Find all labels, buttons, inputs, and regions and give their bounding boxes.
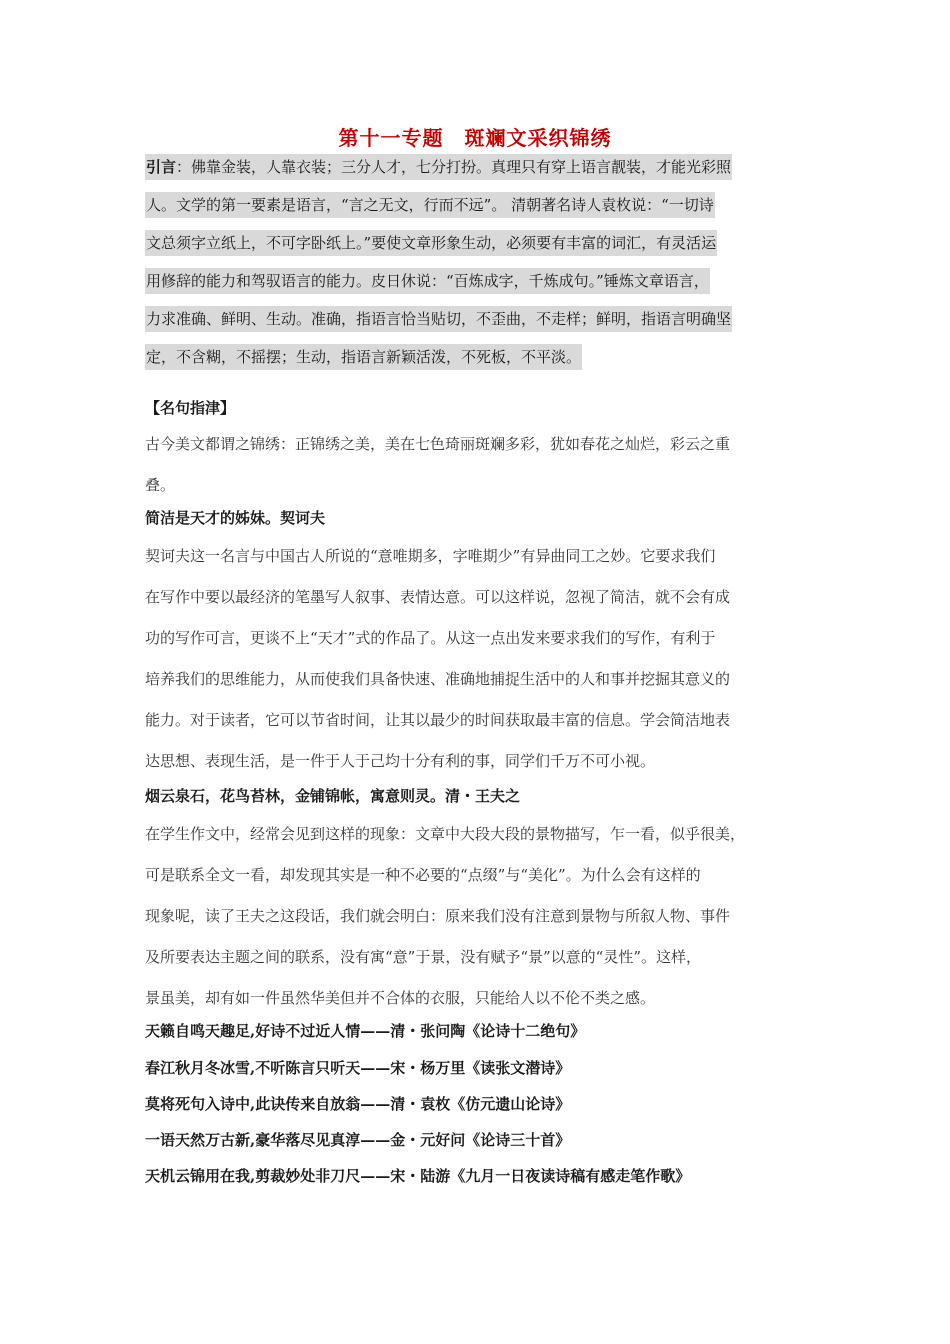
paragraph-line: 培养我们的思维能力，从而使我们具备快速、准确地捕捉生活中的人和事并挖掘其意义的: [145, 670, 731, 688]
intro-text: ：佛靠金装，人靠衣装；三分人才，七分打扮。真理只有穿上语言靓装，才能光彩照: [176, 158, 732, 176]
poetry-quote: 天机云锦用在我,剪裁妙处非刀尺——宋・陆游《九月一日夜读诗稿有感走笔作歌》: [145, 1167, 691, 1185]
paragraph-line: 在学生作文中，经常会见到这样的现象：文章中大段大段的景物描写，乍一看，似乎很美，: [145, 825, 746, 843]
poetry-quote: 春江秋月冬冰雪,不听陈言只听天——宋・杨万里《读张文潜诗》: [145, 1059, 571, 1077]
paragraph-line: 现象呢，读了王夫之这段话，我们就会明白：原来我们没有注意到景物与所叙人物、事件: [145, 907, 731, 925]
intro-text: 文总须字立纸上，不可字卧纸上。”要使文章形象生动，必须要有丰富的词汇，有灵活运: [145, 230, 717, 256]
paragraph-line: 契诃夫这一名言与中国古人所说的“意唯期多，字唯期少”有异曲同工之妙。它要求我们: [145, 547, 716, 565]
paragraph-line: 在写作中要以最经济的笔墨写人叙事、表情达意。可以这样说，忽视了简洁，就不会有成: [145, 588, 731, 606]
mingju-section: [145, 398, 809, 506]
poetry-quote: 一语天然万古新,豪华落尽见真淳——金・元好问《论诗三十首》: [145, 1131, 571, 1149]
intro-text: 力求准确、鲜明、生动。准确，指语言恰当贴切，不歪曲，不走样；鲜明，指语言明确坚: [145, 306, 732, 332]
mingju-heading: 【名句指津】: [145, 399, 236, 417]
paragraph-line: 叠。: [145, 476, 176, 494]
paragraph-line: 达思想、表现生活，是一件于人于己均十分有利的事，同学们千万不可小视。: [145, 752, 656, 770]
intro-line: [145, 224, 809, 262]
intro-line: [145, 300, 809, 338]
intro-line: [145, 262, 809, 300]
paragraph-line: 能力。对于读者，它可以节省时间，让其以最少的时间获取最丰富的信息。学会简洁地表: [145, 711, 731, 729]
section-wangfuzhi: [145, 786, 809, 1019]
section-conciseness: [145, 508, 809, 782]
paragraph-line: 可是联系全文一看，却发现其实是一种不必要的“点缀”与“美化”。为什么会有这样的: [145, 866, 701, 884]
paragraph-line: 功的写作可言，更谈不上“天才”式的作品了。从这一点出发来要求我们的写作，有利于: [145, 629, 716, 647]
section-heading: 烟云泉石，花鸟苔林，金铺锦帐，寓意则灵。清・王夫之: [145, 787, 521, 805]
page-title: 第十一专题 斑斓文采织锦绣: [338, 126, 612, 150]
paragraph-line: 古今美文都谓之锦绣：正锦绣之美，美在七色琦丽斑斓多彩，犹如春花之灿烂，彩云之重: [145, 435, 731, 453]
intro-text: 用修辞的能力和驾驭语言的能力。皮日休说：“百炼成字，千炼成句。”锤炼文章语言，: [145, 268, 710, 294]
intro-block: [145, 148, 809, 376]
intro-line: [145, 148, 809, 186]
intro-line: [145, 338, 809, 376]
intro-label: 引言: [146, 158, 177, 176]
poetry-quote: 莫将死句入诗中,此诀传来自放翁——清・袁枚《仿元遗山论诗》: [145, 1095, 571, 1113]
intro-line: [145, 186, 809, 224]
section-heading: 简洁是天才的姊妹。契诃夫: [145, 509, 326, 527]
intro-text: 定，不含糊，不摇摆；生动，指语言新颖活泼，不死板，不平淡。: [145, 344, 582, 370]
intro-highlight: [145, 154, 732, 180]
paragraph-line: 景虽美，却有如一件虽然华美但并不合体的衣服，只能给人以不伦不类之感。: [145, 989, 656, 1007]
paragraph-line: 及所要表达主题之间的联系，没有寓“意”于景，没有赋予“景”以意的“灵性”。这样，: [145, 948, 702, 966]
intro-text: 人。文学的第一要素是语言，“言之无文，行而不远”。 清朝著名诗人袁枚说：“一切诗: [145, 192, 715, 218]
poetry-quote: 天籁自鸣天趣足,好诗不过近人情——清・张问陶《论诗十二绝句》: [145, 1022, 586, 1040]
